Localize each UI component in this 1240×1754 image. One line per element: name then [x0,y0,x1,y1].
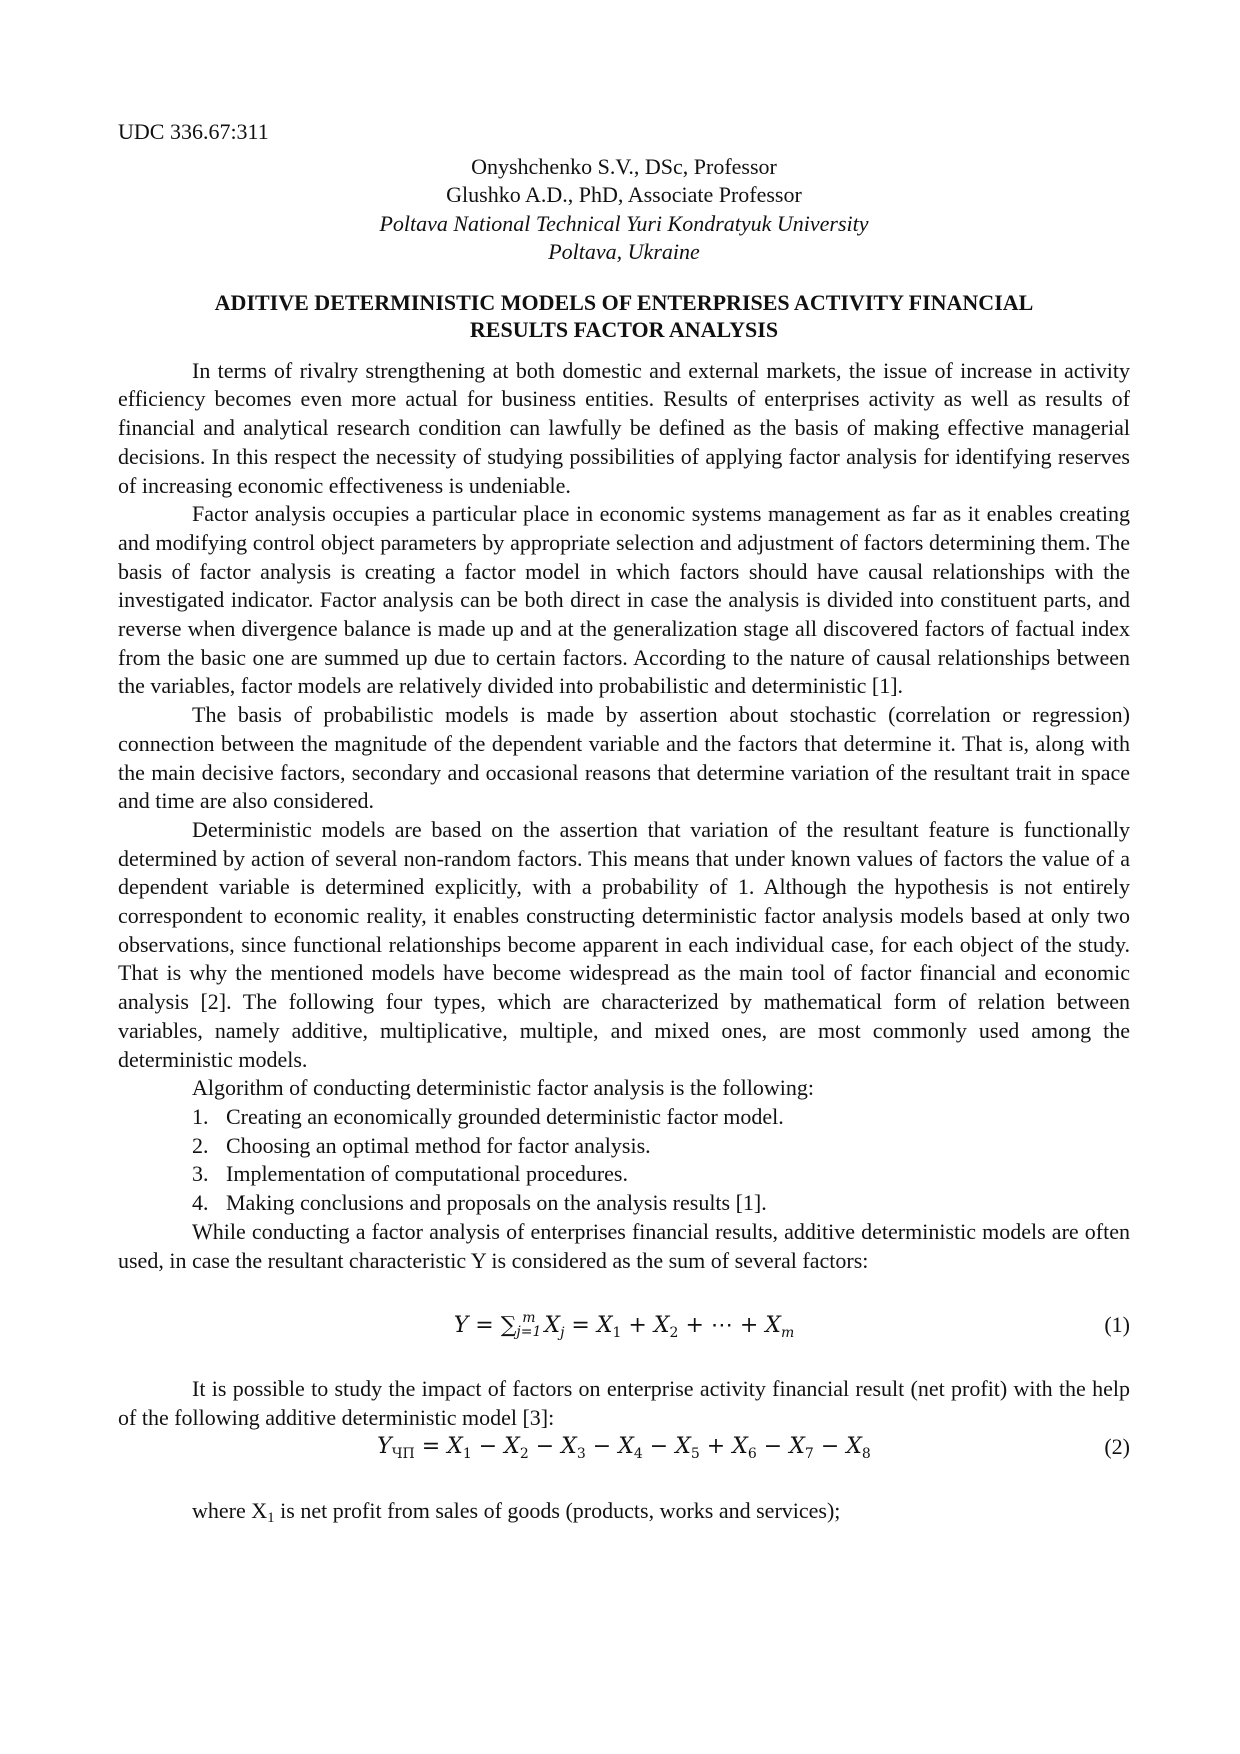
author-2: Glushko A.D., PhD, Associate Professor [446,182,802,208]
title-line-1: ADITIVE DETERMINISTIC MODELS OF ENTERPRISES ACTIVITY FINANCIAL [214,289,1034,315]
paragraph-3: The basis of probabilistic models is made by assertion about stochastic (correlation or regression) connection between the magnitude of the dependent variable and the factors that determine it. That is, along with the main decisive factors, secondary and occasional reasons that determine variation of the resultant trait in space and time are also considered. [118,702,1130,814]
paragraph-4: Deterministic models are based on the assertion that variation of the resultant feature is functionally determined by action of several non-random factors. This means that under known values of factors the value of a dependent variable is determined explicitly, with a probability of 1. Although the hypothesis is not entirely correspondent to economic reality, it enables constructing deterministic factor analysis models based at only two observations, since functional relationships become apparent in each individual case, for each object of the study. That is why the mentioned models have become widespread as the main tool of factor financial and economic analysis [2]. The following four types, which are characterized by mathematical form of relation between variables, namely additive, multiplicative, multiple, and mixed ones, are most commonly used among the deterministic models. [118,816,1130,1072]
list-item [192,1132,1130,1161]
paragraph-model: It is possible to study the impact of factors on enterprise activity financial result (net profit) with the help of the following additive deterministic model [3]: [118,1376,1130,1430]
term-sub: 8 [861,1445,871,1462]
sum-symbol: ∑ [500,1313,517,1339]
step-text: Implementation of computational procedures. [226,1161,628,1187]
term-var: X [447,1433,463,1459]
term-var: X [846,1433,862,1459]
list-item [192,1160,1130,1189]
term-var: X [653,1313,670,1339]
term-sub: m [780,1325,795,1342]
term-op: − [528,1433,562,1459]
formula-2-lhs-sub: ЧП [391,1445,415,1462]
term-sub: 5 [690,1445,700,1462]
sum-body-var: X [544,1313,561,1339]
term-var: X [561,1433,577,1459]
term-sub: 7 [804,1445,814,1462]
term-sub: 3 [576,1445,586,1462]
term-op: − [471,1433,505,1459]
title-line-2: RESULTS FACTOR ANALYSIS [469,316,779,342]
term-var: X [618,1433,634,1459]
term-op: + [621,1313,654,1339]
equation-number-1: (1) [1104,1312,1130,1338]
paper-title [118,289,1130,343]
affiliation: Poltava National Technical Yuri Kondratyuk University [379,210,869,236]
formula-2 [118,1433,1130,1467]
sum-limits [516,1311,541,1339]
term-op: + ⋯ + [678,1313,766,1339]
step-text: Making conclusions and proposals on the analysis results [1]. [226,1190,767,1216]
term-sub: 1 [462,1445,472,1462]
step-text: Choosing an optimal method for factor analysis. [226,1132,651,1158]
equation-number-2: (2) [1104,1433,1130,1459]
step-number: 3. [192,1161,209,1187]
where-rest: is net profit from sales of goods (products, works and services); [274,1497,841,1523]
term-sub: 4 [633,1445,643,1462]
sum-lower: j=1 [516,1324,542,1341]
formula-2-expression [118,1433,1130,1469]
term-var: X [504,1433,520,1459]
term-sub: 2 [519,1445,529,1462]
sum-upper: m [522,1310,536,1327]
paragraph-5: Algorithm of conducting deterministic factor analysis is the following: [192,1075,814,1101]
formula-1-lhs: Y = [453,1313,501,1339]
author-block [118,153,1130,267]
term-op: − [585,1433,619,1459]
term-var: X [732,1433,748,1459]
author-1: Onyshchenko S.V., DSc, Professor [471,153,777,179]
term-sub: 2 [669,1325,679,1342]
formula-1 [118,1311,1130,1345]
term-sub: 1 [612,1325,622,1342]
term-op: + [699,1433,733,1459]
algorithm-steps [118,1103,1130,1218]
step-text: Creating an economically grounded deterministic factor model. [226,1103,784,1129]
step-number: 4. [192,1190,209,1216]
paragraph-1: In terms of rivalry strengthening at both domestic and external markets, the issue of increase in activity efficiency becomes even more actual for business entities. Results of enterprises activity as well as results of financial and analytical research condition can lawfully be defined as the basis of making effective managerial decisions. In this respect the necessity of studying possibilities of applying factor analysis for identifying reserves of increasing economic effectiveness is undeniable. [118,357,1130,498]
term-op: = [414,1433,448,1459]
sum-body-sub: j [560,1325,565,1342]
term-op: − [813,1433,847,1459]
term-var: X [765,1313,781,1339]
step-number: 1. [192,1103,209,1129]
term-var: X [675,1433,691,1459]
term-sub: 6 [747,1445,757,1462]
formula-1-expression: Y = ∑ m j=1 $X_j = X_1 + X_2$ + ⋯ + $X_m$ [453,1310,795,1342]
location: Poltava, Ukraine [548,239,700,265]
list-item [192,1189,1130,1218]
paragraph-2: Factor analysis occupies a particular place in economic systems management as far as it enables creating and modifying control object parameters by appropriate selection and adjustment of factors determining them. The basis of factor analysis is creating a factor model in which factors should have causal relationships with the investigated indicator. Factor analysis can be both direct in case the analysis is divided into constituent parts, and reverse when divergence balance is made up and at the generalization stage all discovered factors of factual index from the basic one are summed up due to certain factors. According to the nature of causal relationships between the variables, factor models are relatively divided into probabilistic and deterministic [1]. [118,501,1130,699]
term-var: X [596,1313,613,1339]
where-clause [118,1497,1130,1533]
step-number: 2. [192,1132,209,1158]
paragraph-additive: While conducting a factor analysis of enterprises financial results, additive deterministic models are often used, in case the resultant characteristic Y is considered as the sum of several factors: [118,1218,1130,1273]
formula-2-lhs-var: Y [377,1433,392,1459]
where-sub: 1 [267,1509,275,1526]
list-item [192,1103,1130,1132]
where-prefix: where X [192,1497,268,1523]
term-var: X [789,1433,805,1459]
term-op: − [756,1433,790,1459]
term-op: − [642,1433,676,1459]
udc-code: UDC 336.67:311 [118,119,269,144]
